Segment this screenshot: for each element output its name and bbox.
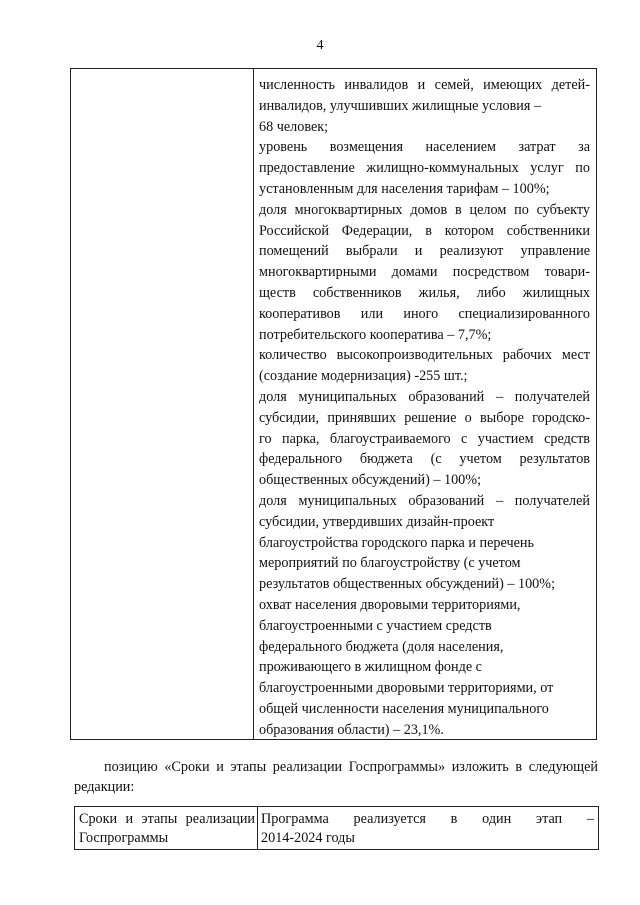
- indicator-line: субсидии, принявших решение о выборе городско-: [259, 409, 590, 426]
- indicator-line: результатов общественных обсуждений) – 100%;: [259, 576, 556, 593]
- terms-table: [74, 806, 599, 850]
- indicators-cell: [259, 75, 590, 741]
- indicator-line: установленным для населения тарифам – 100%;: [259, 180, 550, 197]
- terms-label-cell: [79, 810, 255, 848]
- indicator-line: предоставление жилищно-коммунальных услуг по: [259, 160, 590, 177]
- indicator-line: благоустройства городского парка и перечень: [259, 534, 534, 551]
- indicator-line: общей численности населения муниципального: [259, 700, 549, 717]
- indicator-line: го парка, благоустраиваемого с участием средств: [259, 430, 590, 447]
- indicator-line: доля многоквартирных домов в целом по субъекту: [259, 201, 590, 218]
- column-divider: [253, 69, 254, 739]
- indicator-line: доля муниципальных образований – получателей: [259, 388, 590, 405]
- column-divider: [257, 807, 258, 849]
- indicator-line: (создание модернизация) -255 шт.;: [259, 368, 468, 385]
- indicator-line: общественных обсуждений) – 100%;: [259, 472, 482, 489]
- indicator-line: образования области) – 23,1%.: [259, 721, 444, 738]
- indicator-line: благоустроенными дворовыми территориями, от: [259, 680, 554, 697]
- indicator-line: помещений выбрали и реализуют управление: [259, 243, 590, 260]
- terms-value-cell: [261, 810, 594, 848]
- indicator-line: доля муниципальных образований – получателей: [259, 492, 590, 509]
- indicator-line: ществ собственников жилья, либо жилищных: [259, 284, 590, 301]
- indicator-line: проживающего в жилищном фонде с: [259, 659, 482, 676]
- terms-label-line: Сроки и этапы реализации: [79, 811, 255, 827]
- indicator-line: субсидии, утвердивших дизайн-проект: [259, 513, 495, 530]
- indicator-line: федерального бюджета (с учетом результатов: [259, 451, 590, 468]
- indicator-line: уровень возмещения населением затрат за: [259, 139, 590, 156]
- indicator-line: мероприятий по благоустройству (с учетом: [259, 555, 521, 572]
- indicator-line: многоквартирными домами посредством товари-: [259, 264, 590, 281]
- indicator-line: инвалидов, улучшивших жилищные условия –: [259, 97, 542, 114]
- indicators-table: [70, 68, 597, 740]
- page-number: 4: [316, 38, 324, 53]
- indicator-line: федерального бюджета (доля населения,: [259, 638, 504, 655]
- indicator-line: благоустроенными с участием средств: [259, 617, 492, 634]
- indicator-line: потребительского кооператива – 7,7%;: [259, 326, 492, 343]
- terms-value-line: Программа реализуется в один этап –: [261, 811, 594, 827]
- terms-value-line: 2014-2024 годы: [261, 830, 355, 846]
- indicator-line: 68 человек;: [259, 118, 329, 135]
- indicator-line: охват населения дворовыми территориями,: [259, 596, 521, 613]
- terms-label-line: Госпрограммы: [79, 830, 169, 846]
- indicator-line: Российской Федерации, в котором собственники: [259, 222, 590, 239]
- indicator-line: численность инвалидов и семей, имеющих детей-: [259, 77, 590, 93]
- indicator-line: количество высокопроизводительных рабочих мест: [259, 347, 590, 364]
- indicator-line: кооперативов или иного специализированного: [259, 305, 590, 322]
- instruction-paragraph: позицию «Сроки и этапы реализации Госпрограммы» изложить в следующей редакции:: [74, 759, 598, 795]
